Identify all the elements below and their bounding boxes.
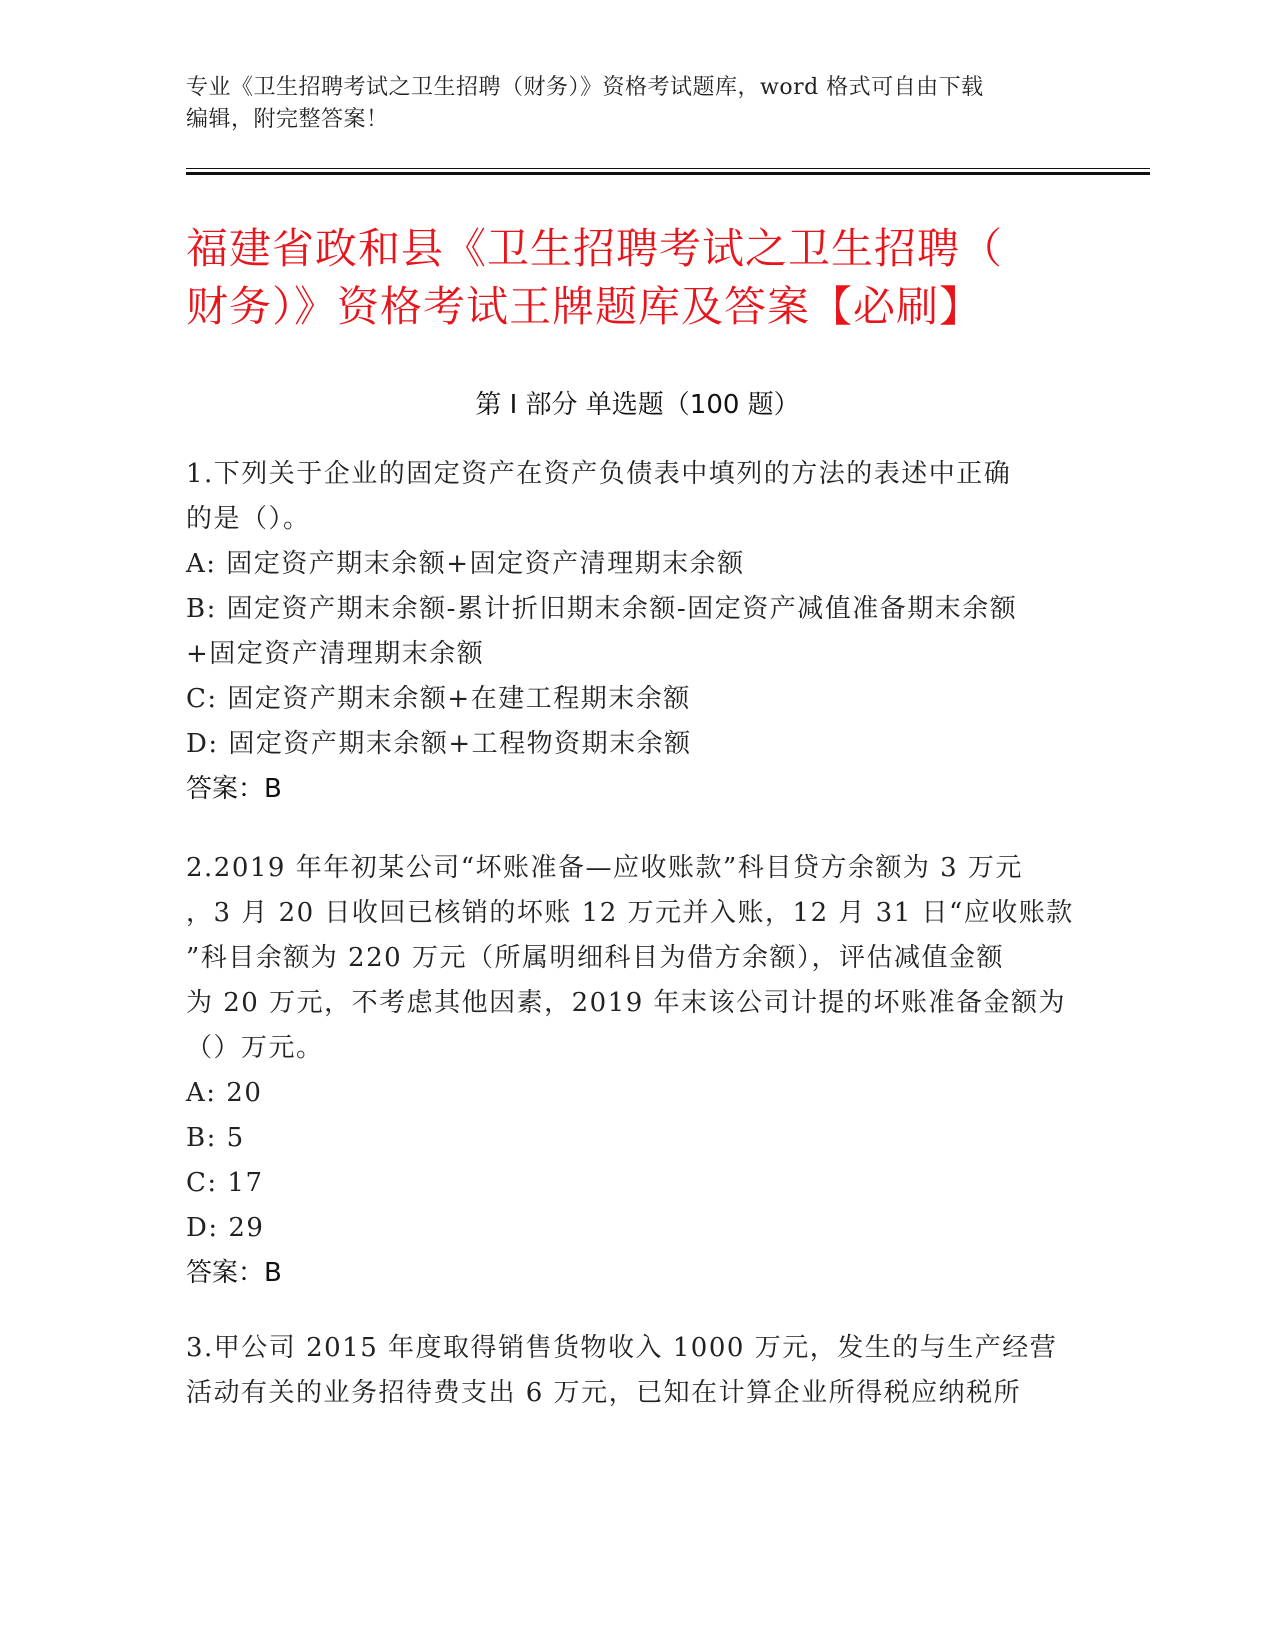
header-line-1: 专业《卫生招聘考试之卫生招聘（财务）》资格考试题库，word 格式可自由下载 — [186, 75, 984, 100]
option-d: D: 固定资产期末余额+工程物资期末余额 — [186, 729, 692, 759]
option-a: A: 20 — [186, 1078, 263, 1108]
header-rule-thin — [186, 168, 1150, 169]
title-line-2: 财务）》资格考试王牌题库及答案【必刷】 — [186, 282, 983, 331]
answer-label: 答案：B — [186, 774, 282, 804]
question-stem-line: 2.2019 年年初某公司“坏账准备—应收账款”科目贷方余额为 3 万元 — [186, 853, 1023, 883]
option-b: B: 5 — [186, 1123, 245, 1153]
document-title — [186, 220, 1086, 336]
option-d: D: 29 — [186, 1213, 265, 1243]
section-heading: 第 I 部分 单选题（100 题） — [475, 390, 800, 420]
question-stem-line: 为 20 万元，不考虑其他因素，2019 年末该公司计提的坏账准备金额为 — [186, 988, 1067, 1018]
question-3 — [186, 1326, 1076, 1416]
header-rule-thick — [186, 172, 1150, 175]
question-stem-line: ”科目余额为 220 万元（所属明细科目为借方余额），评估减值金额 — [186, 943, 1004, 973]
option-c: C: 固定资产期末余额+在建工程期末余额 — [186, 684, 691, 714]
question-1 — [186, 452, 1076, 812]
question-stem-line: 3.甲公司 2015 年度取得销售货物收入 1000 万元，发生的与生产经营 — [186, 1333, 1058, 1363]
page-header — [186, 72, 1086, 136]
option-b: B: 固定资产期末余额-累计折旧期末余额-固定资产减值准备期末余额 — [186, 594, 1018, 624]
option-a: A: 固定资产期末余额+固定资产清理期末余额 — [186, 549, 745, 579]
title-line-1: 福建省政和县《卫生招聘考试之卫生招聘（ — [186, 224, 1004, 273]
option-c: C: 17 — [186, 1168, 264, 1198]
answer-label: 答案：B — [186, 1258, 282, 1288]
question-stem-line: 的是（）。 — [186, 504, 311, 534]
option-b-continued: +固定资产清理期末余额 — [186, 639, 485, 669]
header-line-2: 编辑，附完整答案！ — [186, 107, 389, 132]
question-stem-line: （）万元。 — [186, 1033, 324, 1063]
question-stem-line: 1.下列关于企业的固定资产在资产负债表中填列的方法的表述中正确 — [186, 459, 1012, 489]
question-2 — [186, 846, 1076, 1296]
question-stem-line: 活动有关的业务招待费支出 6 万元，已知在计算企业所得税应纳税所 — [186, 1378, 1022, 1408]
question-stem-line: ，3 月 20 日收回已核销的坏账 12 万元并入账，12 月 31 日“应收账款 — [186, 898, 1074, 928]
